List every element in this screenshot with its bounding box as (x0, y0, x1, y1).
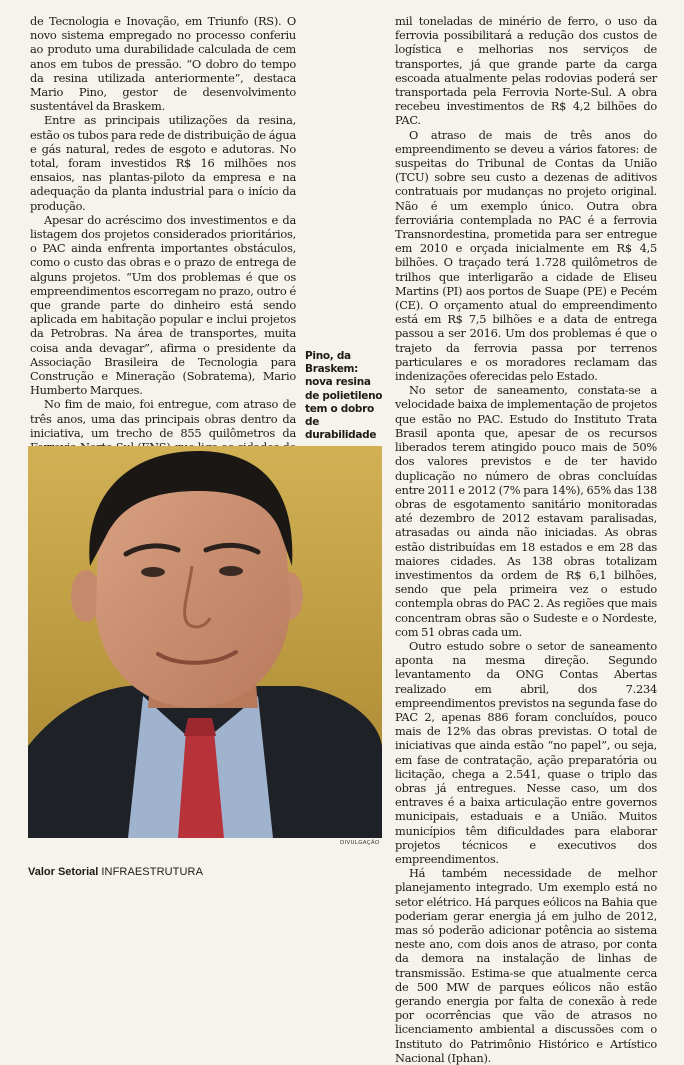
page-footer (28, 866, 203, 878)
paragraph: Outro estudo sobre o setor de saneamento aponta na mesma direção. Segundo levantamento da ONG Contas Abertas realizado em abril, dos 7.234 empreendimentos previstos na segunda fase do PAC 2, apenas 886 foram concluídos, pouco mais de 12% das obras previstas. O total de iniciativas que ainda estão “no papel”, ou seja, em fase de contratação, ação preparatória ou licitação, chega a 2.541, quase o triplo das obras já entregues. Nesse caso, um dos entraves é a baixa articulação entre governos municipais, estaduais e a União. Muitos municípios têm dificuldades para elaborar projetos técnicos e executivos dos empreendimentos. (395, 638, 657, 866)
section-name: INFRAESTRUTURA (101, 866, 203, 878)
portrait-photo (28, 446, 382, 838)
article-left-column (30, 14, 296, 483)
paragraph: Entre as principais utilizações da resina, estão os tubos para rede de distribuição de água e gás natural, redes de esgoto e adutoras. No total, foram investidos R$ 16 milhões nos ensaios, nas plantas-piloto da empresa e na adequação da planta industrial para o início da produção. (30, 113, 296, 213)
portrait-illustration (28, 446, 382, 838)
paragraph: No setor de saneamento, constata-se a velocidade baixa de implementação de projetos que estão no PAC. Estudo do Instituto Trata Brasil aponta que, apesar de os recursos liberados terem atingido pouco mais de 50% dos valores previstos e de ter havido duplicação no número de obras concluídas entre 2011 e 2012 (7% para 14%), 65% das 138 obras de esgotamento sanitário monitoradas até dezembro de 2012 estavam paralisadas, atrasadas ou ainda não iniciadas. As obras estão distribuídas em 18 estados e em 28 das maiores cidades. As 138 obras totalizam investimentos da ordem de R$ 6,1 bilhões, sendo que pela primeira vez o estudo contempla obras do PAC 2. As regiões que mais concentram obras são o Sudeste e o Nordeste, com 51 obras cada um. (395, 383, 657, 639)
paragraph: Há também necessidade de melhor planejamento integrado. Um exemplo está no setor elétrico. Há parques eólicos na Bahia que poderiam gerar energia já em julho de 2012, mas só poderão adicionar potência ao sistema neste ano, com dois anos de atraso, por conta da demora na instalação de linhas de transmissão. Estima-se que atualmente cerca de 500 MW de parques eólicos não estão gerando energia por falta de conexão à rede por ocorrências que vão de atrasos no licenciamento ambiental a discussões com o Instituto do Patrimônio Histórico e Artístico Nacional (Iphan). (395, 866, 657, 1065)
article-right-column (395, 14, 657, 1065)
paragraph: mil toneladas de minério de ferro, o uso da ferrovia possibilitará a redução dos custos de logística e melhorias nos serviços de transportes, já que grande parte da carga escoada atualmente pelas rodovias poderá ser transportada pela Ferrovia Norte-Sul. A obra recebeu investimentos de R$ 4,2 bilhões do PAC. (395, 14, 657, 128)
paragraph: de Tecnologia e Inovação, em Triunfo (RS). O novo sistema empregado no processo conferiu ao produto uma durabilidade calculada de cem anos em tubos de pressão. “O dobro do tempo da resina utilizada anteriormente”, destaca Mario Pino, gestor de desenvolvimento sustentável da Braskem. (30, 14, 296, 114)
paragraph: Apesar do acréscimo dos investimentos e da listagem dos projetos considerados prioritários, o PAC ainda enfrenta importantes obstáculos, como o custo das obras e o prazo de entrega de alguns projetos. “Um dos problemas é que os empreendimentos escorregam no prazo, outro é que grande parte do dinheiro está sendo aplicada em habitação popular e inclui projetos da Petrobras. Na área de transportes, muita coisa anda devagar”, afirma o presidente da Associação Brasileira de Tecnologia para Construção e Mineração (Sobratema), Mario Humberto Marques. (30, 212, 296, 398)
publication-name: Valor Setorial (28, 866, 99, 878)
paragraph: O atraso de mais de três anos do empreendimento se deveu a vários fatores: de suspeitas do Tribunal de Contas da União (TCU) sobre seu custo a dezenas de aditivos contratuais por mudanças no projeto original. Não é um exemplo único. Outra obra ferroviária contemplada no PAC é a ferrovia Transnordestina, prometida para ser entregue em 2010 e orçada inicialmente em R$ 4,5 bilhões. O traçado terá 1.728 quilômetros de trilhos que interligarão a cidade de Eliseu Martins (PI) aos portos de Suape (PE) e Pecém (CE). O orçamento atual do empreendimento está em R$ 7,5 bilhões e a data de entrega passou a ser 2016. Um dos problemas é que o trajeto da ferrovia passa por terrenos particulares e os moradores reclamam das indenizações oferecidas pelo Estado. (395, 127, 657, 384)
paragraph: No fim de maio, foi entregue, com atraso de três anos, uma das principais obras dentro da iniciativa, um trecho de 855 quilômetros da (30, 397, 296, 440)
photo-caption: Pino, da Braskem: nova resina de polietileno tem o dobro de durabilidade (305, 350, 383, 442)
photo-credit: DIVULGAÇÃO (340, 840, 380, 846)
